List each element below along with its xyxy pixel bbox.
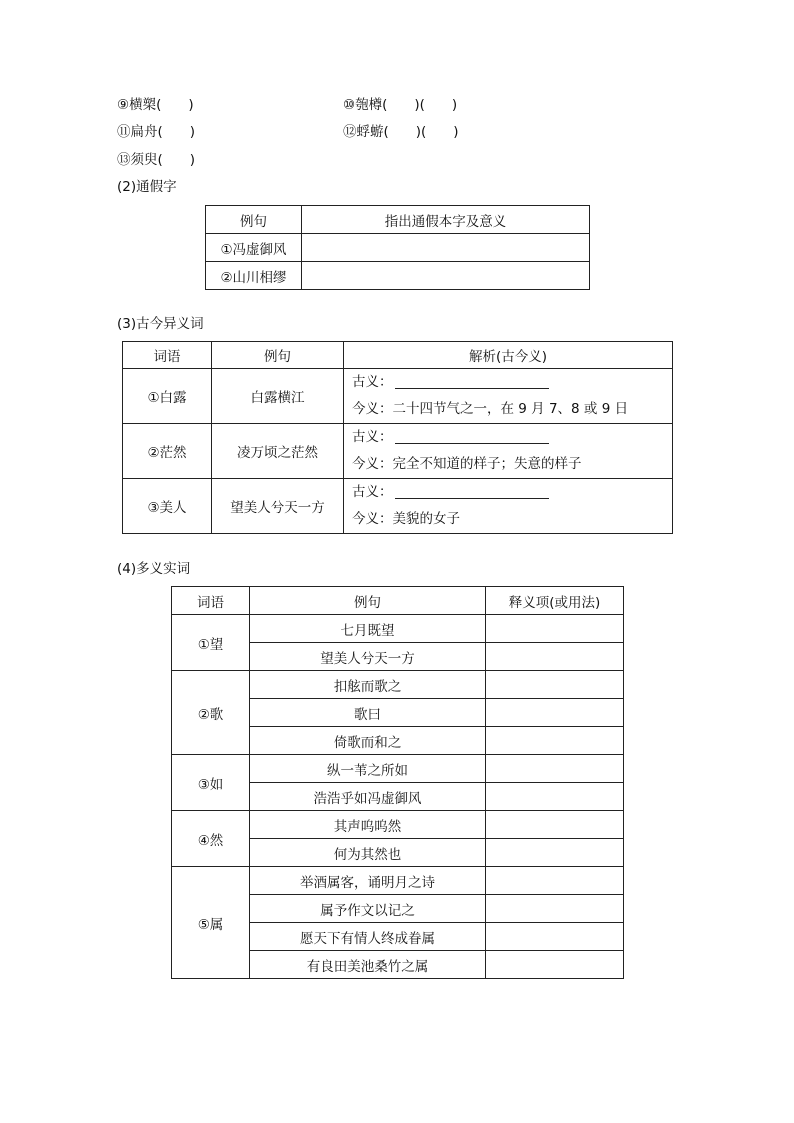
duoyi-heading: (4)多义实词: [117, 561, 191, 577]
gujin-example: 凌万顷之茫然: [212, 424, 344, 479]
ancient-label: 古义：: [352, 429, 393, 445]
meaning-answer-cell[interactable]: [486, 895, 624, 923]
ancient-label: 古义：: [352, 484, 393, 500]
duoyi-example: 倚歌而和之: [250, 727, 486, 755]
duoyi-example: 扣舷而歌之: [250, 671, 486, 699]
gujin-analysis-cell: [344, 369, 673, 424]
duoyi-example: 七月既望: [250, 615, 486, 643]
duoyi-example: 有良田美池桑竹之属: [250, 951, 486, 979]
duoyi-word: ②歌: [172, 671, 250, 755]
meaning-answer-cell[interactable]: [486, 951, 624, 979]
gujin-analysis-cell: [344, 479, 673, 534]
tongjia-table: [205, 205, 590, 290]
header-analysis: 解析(古今义): [344, 342, 673, 369]
header-word: 词语: [172, 587, 250, 615]
ancient-meaning-blank[interactable]: [395, 486, 549, 499]
meaning-answer-cell[interactable]: [486, 755, 624, 783]
duoyi-example: 其声呜呜然: [250, 811, 486, 839]
gujin-word: ①白露: [123, 369, 212, 424]
gujin-word: ②茫然: [123, 424, 212, 479]
duoyi-example: 属予作文以记之: [250, 895, 486, 923]
vocab-item-12: ⑫蜉蝣( )( ): [343, 124, 459, 140]
vocab-item-10: ⑩匏樽( )( ): [343, 97, 458, 113]
tongjia-heading: (2)通假字: [117, 179, 177, 195]
header-answer: 指出通假本字及意义: [302, 206, 590, 234]
duoyi-word: ①望: [172, 615, 250, 671]
gujin-example: 白露横江: [212, 369, 344, 424]
header-example: 例句: [206, 206, 302, 234]
meaning-answer-cell[interactable]: [486, 783, 624, 811]
meaning-answer-cell[interactable]: [486, 839, 624, 867]
header-example: 例句: [250, 587, 486, 615]
modern-meaning: 今义：二十四节气之一，在 9 月 7、8 或 9 日: [352, 401, 629, 417]
modern-meaning: 今义：美貌的女子: [352, 511, 460, 527]
duoyi-word: ⑤属: [172, 867, 250, 979]
vocab-item-11: ⑪扁舟( ): [117, 124, 196, 140]
duoyi-word: ③如: [172, 755, 250, 811]
duoyi-example: 纵一苇之所如: [250, 755, 486, 783]
duoyi-example: 浩浩乎如冯虚御风: [250, 783, 486, 811]
duoyi-example: 望美人兮天一方: [250, 643, 486, 671]
ancient-label: 古义：: [352, 374, 393, 390]
modern-meaning: 今义：完全不知道的样子；失意的样子: [352, 456, 582, 472]
meaning-answer-cell[interactable]: [486, 811, 624, 839]
tongjia-sentence: ①冯虚御风: [206, 234, 302, 262]
ancient-meaning-blank[interactable]: [395, 431, 549, 444]
gujin-analysis-cell: [344, 424, 673, 479]
duoyi-example: 歌曰: [250, 699, 486, 727]
meaning-answer-cell[interactable]: [486, 615, 624, 643]
header-example: 例句: [212, 342, 344, 369]
ancient-meaning-blank[interactable]: [395, 376, 549, 389]
gujin-table: [122, 341, 673, 534]
meaning-answer-cell[interactable]: [486, 727, 624, 755]
tongjia-sentence: ②山川相缪: [206, 262, 302, 290]
duoyi-example: 何为其然也: [250, 839, 486, 867]
vocab-item-13: ⑬须臾( ): [117, 152, 196, 168]
duoyi-word: ④然: [172, 811, 250, 867]
duoyi-table: [171, 586, 624, 979]
gujin-word: ③美人: [123, 479, 212, 534]
header-meaning: 释义项(或用法): [486, 587, 624, 615]
duoyi-example: 举酒属客，诵明月之诗: [250, 867, 486, 895]
meaning-answer-cell[interactable]: [486, 643, 624, 671]
vocab-item-9: ⑨横槊( ): [117, 97, 194, 113]
meaning-answer-cell[interactable]: [486, 699, 624, 727]
gujin-heading: (3)古今异义词: [117, 316, 204, 332]
meaning-answer-cell[interactable]: [486, 867, 624, 895]
tongjia-answer-cell[interactable]: [302, 262, 590, 290]
tongjia-answer-cell[interactable]: [302, 234, 590, 262]
gujin-example: 望美人兮天一方: [212, 479, 344, 534]
meaning-answer-cell[interactable]: [486, 923, 624, 951]
duoyi-example: 愿天下有情人终成眷属: [250, 923, 486, 951]
meaning-answer-cell[interactable]: [486, 671, 624, 699]
header-word: 词语: [123, 342, 212, 369]
